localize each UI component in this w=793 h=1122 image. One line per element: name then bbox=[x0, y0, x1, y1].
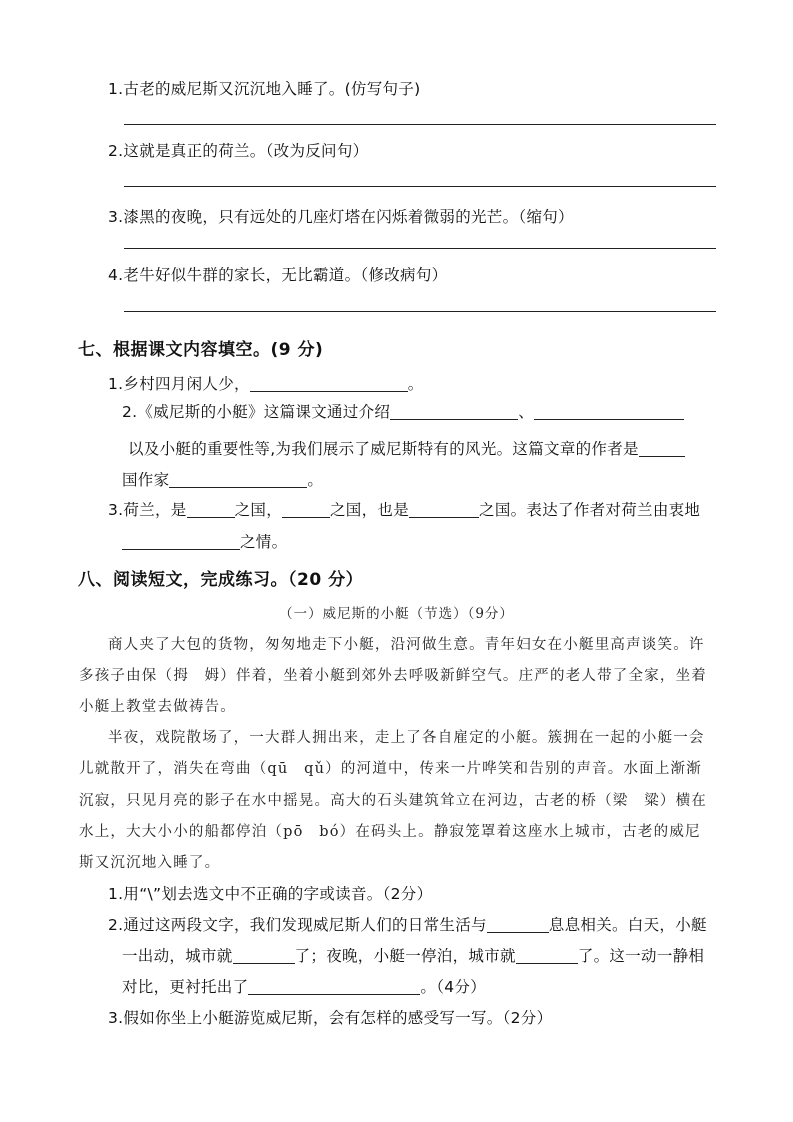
section-8-title: 八、阅读短文，完成练习。（20 分） bbox=[78, 570, 364, 590]
fill-blank[interactable] bbox=[250, 375, 408, 392]
question-text: 1.乡村四月闲人少， bbox=[108, 375, 250, 393]
question-7-3-end bbox=[122, 530, 287, 552]
fill-blank[interactable] bbox=[487, 916, 549, 933]
passage-line: 水上，大大小小的船都停泊（pō bó）在码头上。静寂笼罩着这座水上城市，古老的威尼 bbox=[79, 824, 701, 840]
question-7-2-end bbox=[122, 468, 323, 490]
question-text: 、 bbox=[518, 403, 535, 421]
question-text: 之国，也是 bbox=[330, 501, 410, 519]
question-text: 。（4分） bbox=[420, 978, 487, 996]
passage-line: 半夜，戏院散场了，一大群人拥出来，走上了各自雇定的小艇。簇拥在一起的小艇一会 bbox=[108, 730, 705, 746]
fill-blank[interactable] bbox=[639, 440, 685, 457]
fill-blank[interactable] bbox=[169, 471, 307, 488]
fill-blank[interactable] bbox=[534, 403, 684, 420]
passage-line: 小艇上教堂去做祷告。 bbox=[79, 699, 236, 715]
fill-blank[interactable] bbox=[187, 501, 235, 518]
passage-line: 沉寂，只见月亮的影子在水中摇晃。高大的石头建筑耸立在河边，古老的桥（梁 粱）横在 bbox=[79, 793, 707, 809]
fill-blank[interactable] bbox=[390, 403, 518, 420]
question-8-1: 1.用“\”划去选文中不正确的字或读音。（2分） bbox=[108, 885, 433, 903]
question-text: 了；夜晚，小艇一停泊，城市就 bbox=[294, 947, 516, 965]
question-6-3: 3.漆黑的夜晚，只有远处的几座灯塔在闪烁着微弱的光芒。（缩句） bbox=[108, 208, 574, 226]
question-text: 之情。 bbox=[240, 533, 288, 551]
answer-line[interactable] bbox=[124, 311, 716, 312]
question-7-2 bbox=[122, 400, 684, 422]
answer-line[interactable] bbox=[124, 248, 716, 249]
fill-blank[interactable] bbox=[233, 947, 295, 964]
fill-blank[interactable] bbox=[409, 501, 479, 518]
section-7-title: 七、根据课文内容填空。(9 分) bbox=[78, 340, 324, 360]
answer-line[interactable] bbox=[124, 124, 716, 125]
question-6-2: 2.这就是真正的荷兰。（改为反问句） bbox=[108, 142, 369, 160]
question-text: 对比，更衬托出了 bbox=[122, 978, 249, 996]
question-7-3 bbox=[108, 498, 700, 520]
question-text: 3.荷兰，是 bbox=[108, 501, 187, 519]
question-text: 以及小艇的重要性等,为我们展示了威尼斯特有的风光。这篇文章的作者是 bbox=[128, 440, 639, 458]
question-text: 息息相关。白天，小艇 bbox=[548, 916, 707, 934]
question-8-2-cont bbox=[122, 944, 704, 966]
question-text: 。 bbox=[407, 375, 424, 393]
fill-blank[interactable] bbox=[282, 501, 330, 518]
question-8-2-end bbox=[122, 975, 486, 997]
fill-blank[interactable] bbox=[516, 947, 578, 964]
passage-line: 儿就散开了，消失在弯曲（qū qǔ）的河道中，传来一片哗笑和告别的声音。水面上渐渐 bbox=[79, 761, 702, 777]
question-text: 一出动，城市就 bbox=[122, 947, 233, 965]
fill-blank[interactable] bbox=[248, 978, 420, 995]
passage-line: 商人夹了大包的货物，匆匆地走下小艇，沿河做生意。青年妇女在小艇里高声谈笑。许 bbox=[108, 637, 705, 653]
answer-line[interactable] bbox=[124, 186, 716, 187]
question-7-2-cont bbox=[128, 437, 685, 459]
question-8-3: 3.假如你坐上小艇游览威尼斯，会有怎样的感受写一写。（2分） bbox=[108, 1009, 553, 1027]
fill-blank[interactable] bbox=[122, 533, 240, 550]
question-7-1 bbox=[108, 372, 424, 394]
question-text: 2.《威尼斯的小艇》这篇课文通过介绍 bbox=[122, 403, 391, 421]
question-6-1: 1.古老的威尼斯又沉沉地入睡了。(仿写句子) bbox=[108, 80, 421, 98]
question-text: 2.通过这两段文字，我们发现威尼斯人们的日常生活与 bbox=[108, 916, 487, 934]
question-text: 之国。表达了作者对荷兰由衷地 bbox=[479, 501, 701, 519]
passage-title: （一）威尼斯的小艇（节选）（9分） bbox=[279, 606, 514, 622]
passage-line: 多孩子由保（拇 姆）伴着，坐着小艇到郊外去呼吸新鲜空气。庄严的老人带了全家，坐着 bbox=[79, 668, 707, 684]
passage-line: 斯又沉沉地入睡了。 bbox=[79, 855, 221, 871]
question-8-2 bbox=[108, 913, 707, 935]
question-text: 国作家 bbox=[122, 471, 170, 489]
question-6-4: 4.老牛好似牛群的家长，无比霸道。（修改病句） bbox=[108, 266, 448, 284]
question-text: 之国， bbox=[234, 501, 282, 519]
question-text: 了。这一动一静相 bbox=[577, 947, 705, 965]
question-text: 。 bbox=[307, 471, 324, 489]
